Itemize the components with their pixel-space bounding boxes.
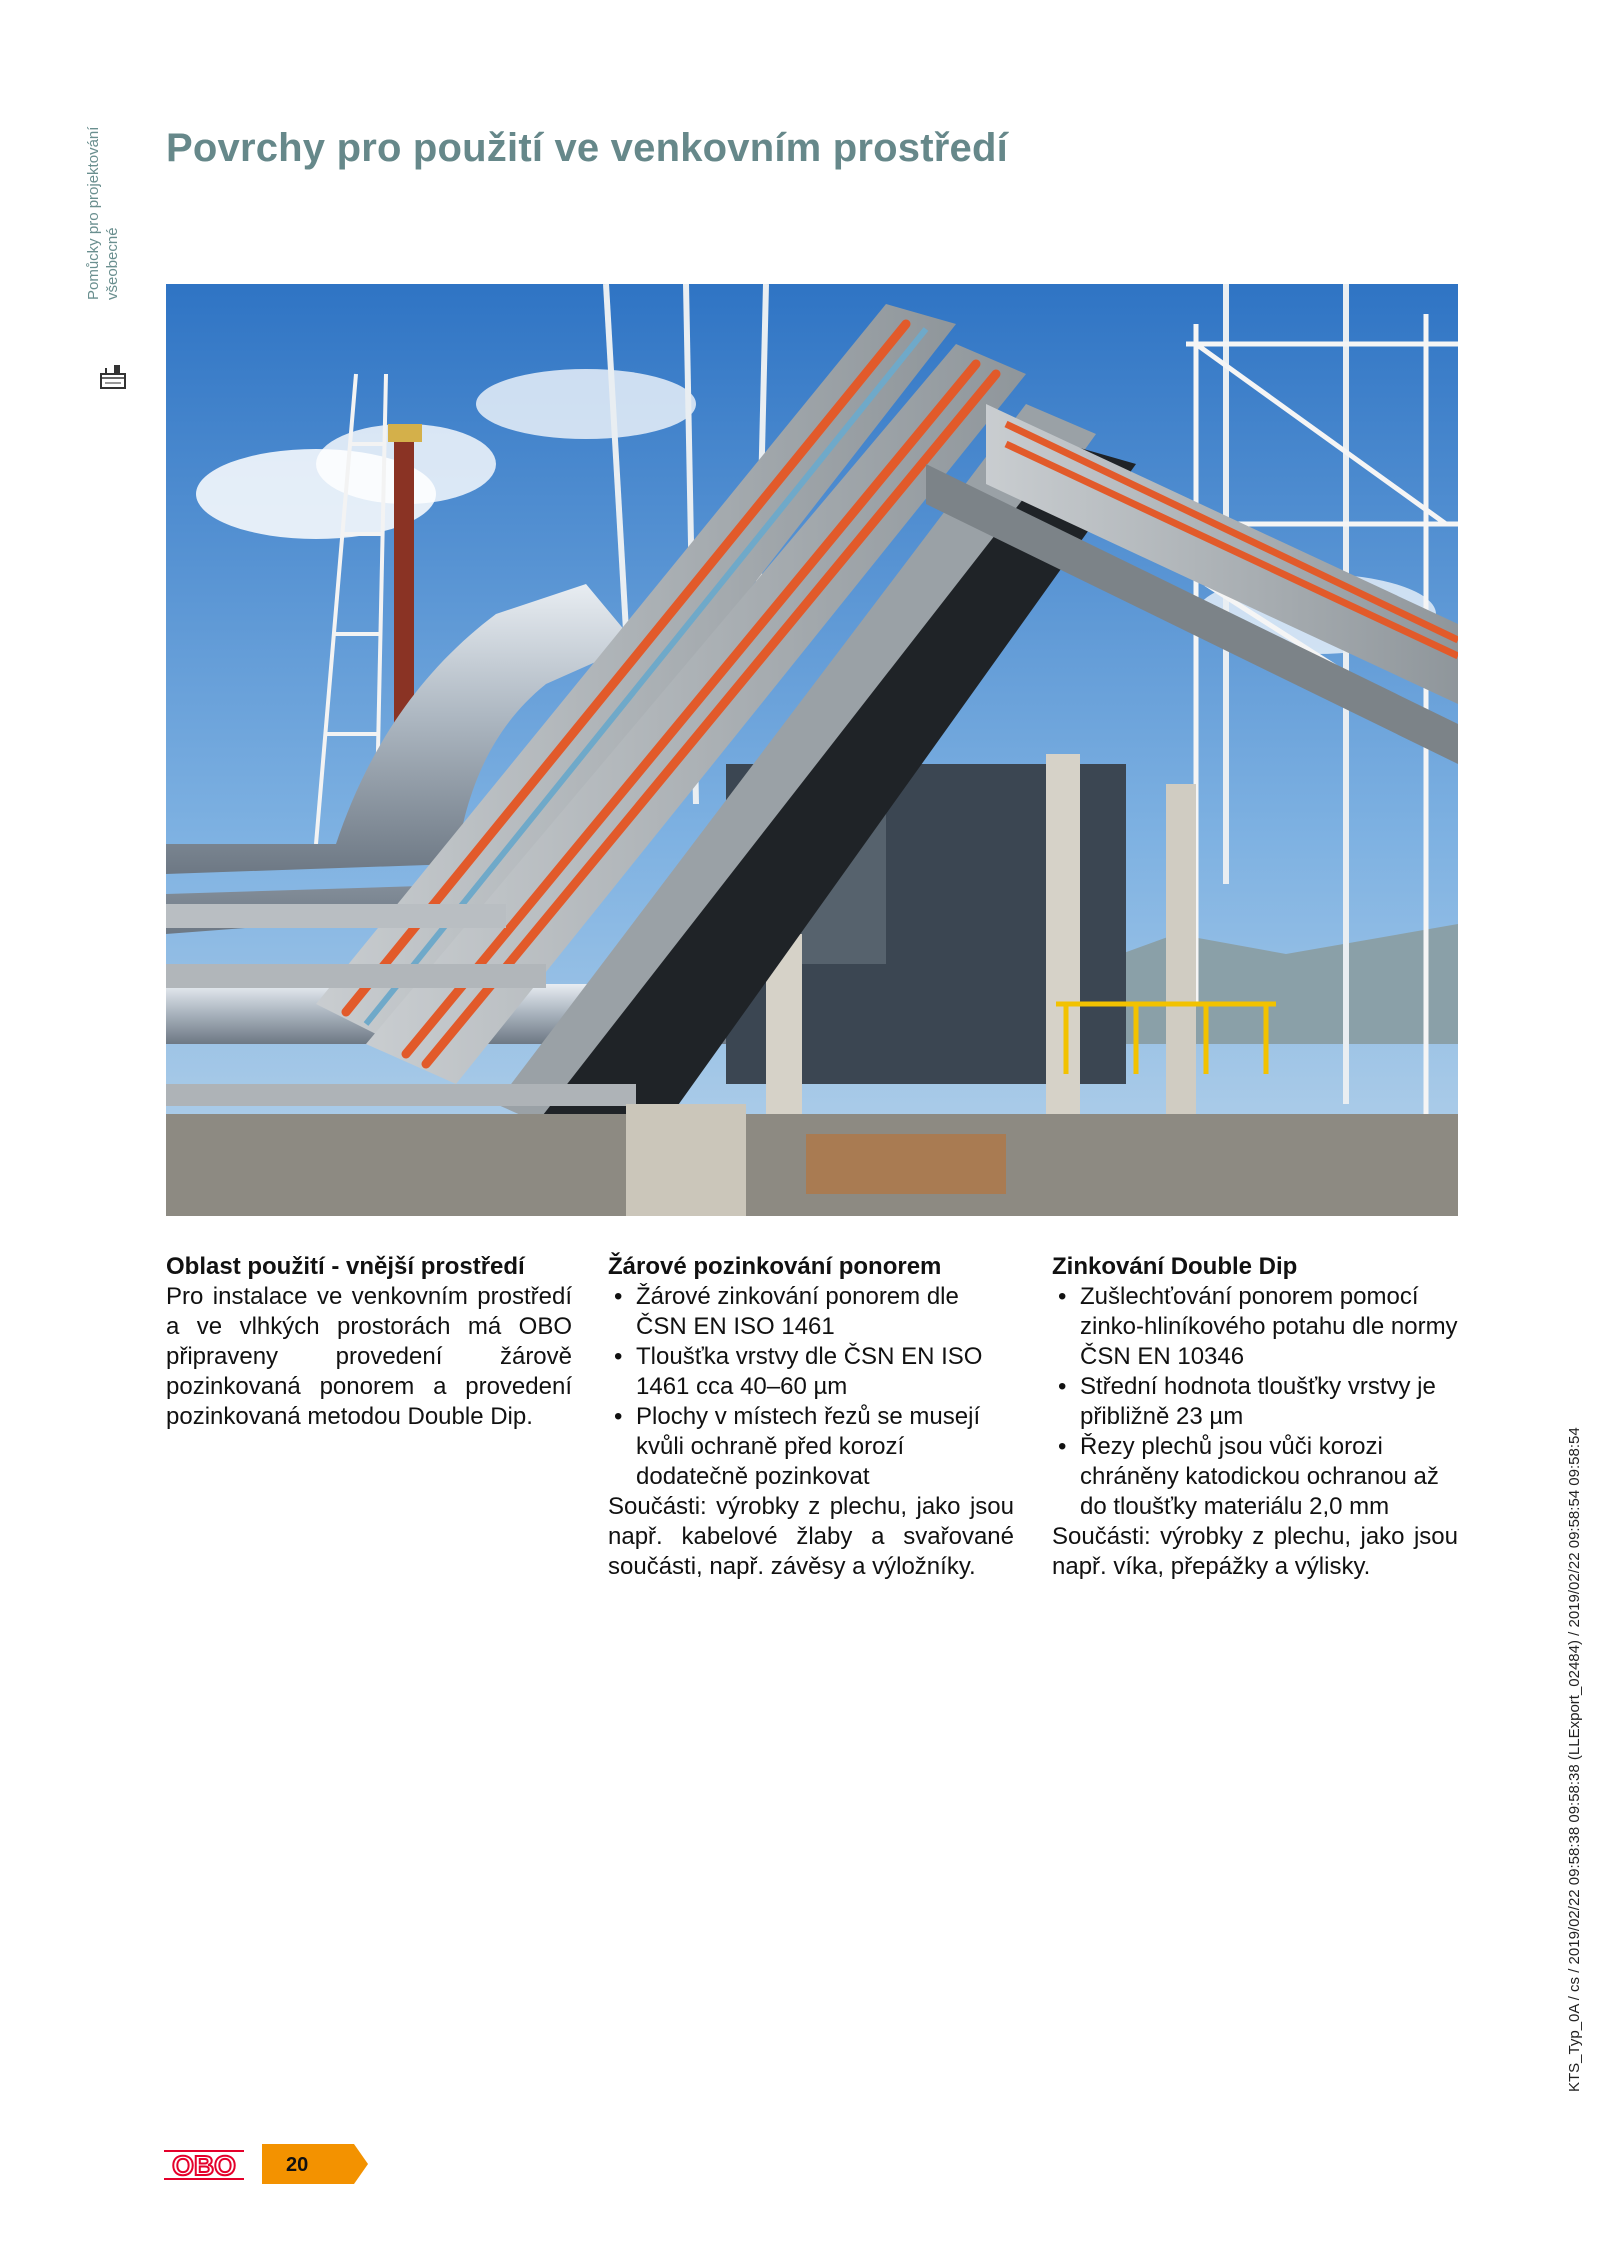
sidebar-line-1: Pomůcky pro projektování bbox=[85, 126, 102, 300]
sidebar-section-label bbox=[84, 100, 122, 300]
list-item: • Plochy v místech řezů se musejí kvůli ochraně před korozí dodatečně pozinkovat bbox=[608, 1402, 1014, 1492]
list-item: • Tloušťka vrstvy dle ČSN EN ISO 1461 cca 40–60 µm bbox=[608, 1342, 1014, 1402]
hot-dip-column bbox=[608, 1252, 1014, 1582]
usage-paragraph: Pro instalace ve venkovním prostředí a ve vlhkých prostorách má OBO připraveny provedení žárově pozinkovaná ponorem a provedení pozinkovaná metodou Double Dip. bbox=[166, 1283, 572, 1430]
double-dip-heading: Zinkování Double Dip bbox=[1052, 1253, 1298, 1280]
page-title: Povrchy pro použití ve venkovním prostředí bbox=[166, 126, 1008, 170]
cable-tray-icon bbox=[98, 362, 128, 392]
double-dip-list bbox=[1052, 1282, 1458, 1522]
obo-logo bbox=[162, 2148, 246, 2182]
page-tag-shape bbox=[262, 2144, 368, 2184]
sidebar-line-2: všeobecné bbox=[104, 227, 121, 300]
hot-dip-heading: Žárové pozinkování ponorem bbox=[608, 1253, 942, 1280]
double-dip-column bbox=[1052, 1252, 1458, 1582]
hot-dip-paragraph: Součásti: výrobky z plechu, jako jsou např. kabelové žlaby a svařované součásti, např. závěsy a výložníky. bbox=[608, 1493, 1014, 1580]
list-item: • Střední hodnota tloušťky vrstvy je přibližně 23 µm bbox=[1052, 1372, 1458, 1432]
double-dip-paragraph: Součásti: výrobky z plechu, jako jsou např. víka, přepážky a výlisky. bbox=[1052, 1523, 1458, 1580]
hot-dip-list bbox=[608, 1282, 1014, 1492]
page-number-tag bbox=[262, 2144, 368, 2184]
document-meta: KTS_Typ_0A / cs / 2019/02/22 09:58:38 09:58:38 (LLExport_02484) / 2019/02/22 09:58:54 09:58:54 bbox=[1566, 1427, 1583, 2092]
cable-tray-photo bbox=[166, 284, 1458, 1216]
list-item: • Řezy plechů jsou vůči korozi chráněny katodickou ochranou až do tloušťky materiálu 2,0 mm bbox=[1052, 1432, 1458, 1522]
page-number: 20 bbox=[286, 2154, 309, 2176]
usage-heading: Oblast použití - vnější prostředí bbox=[166, 1253, 525, 1280]
svg-text:OBO: OBO bbox=[172, 2150, 236, 2181]
list-item: • Žárové zinkování ponorem dle ČSN EN ISO 1461 bbox=[608, 1282, 1014, 1342]
list-item: • Zušlechťování ponorem pomocí zinko-hliníkového potahu dle normy ČSN EN 10346 bbox=[1052, 1282, 1458, 1372]
usage-column bbox=[166, 1252, 572, 1432]
